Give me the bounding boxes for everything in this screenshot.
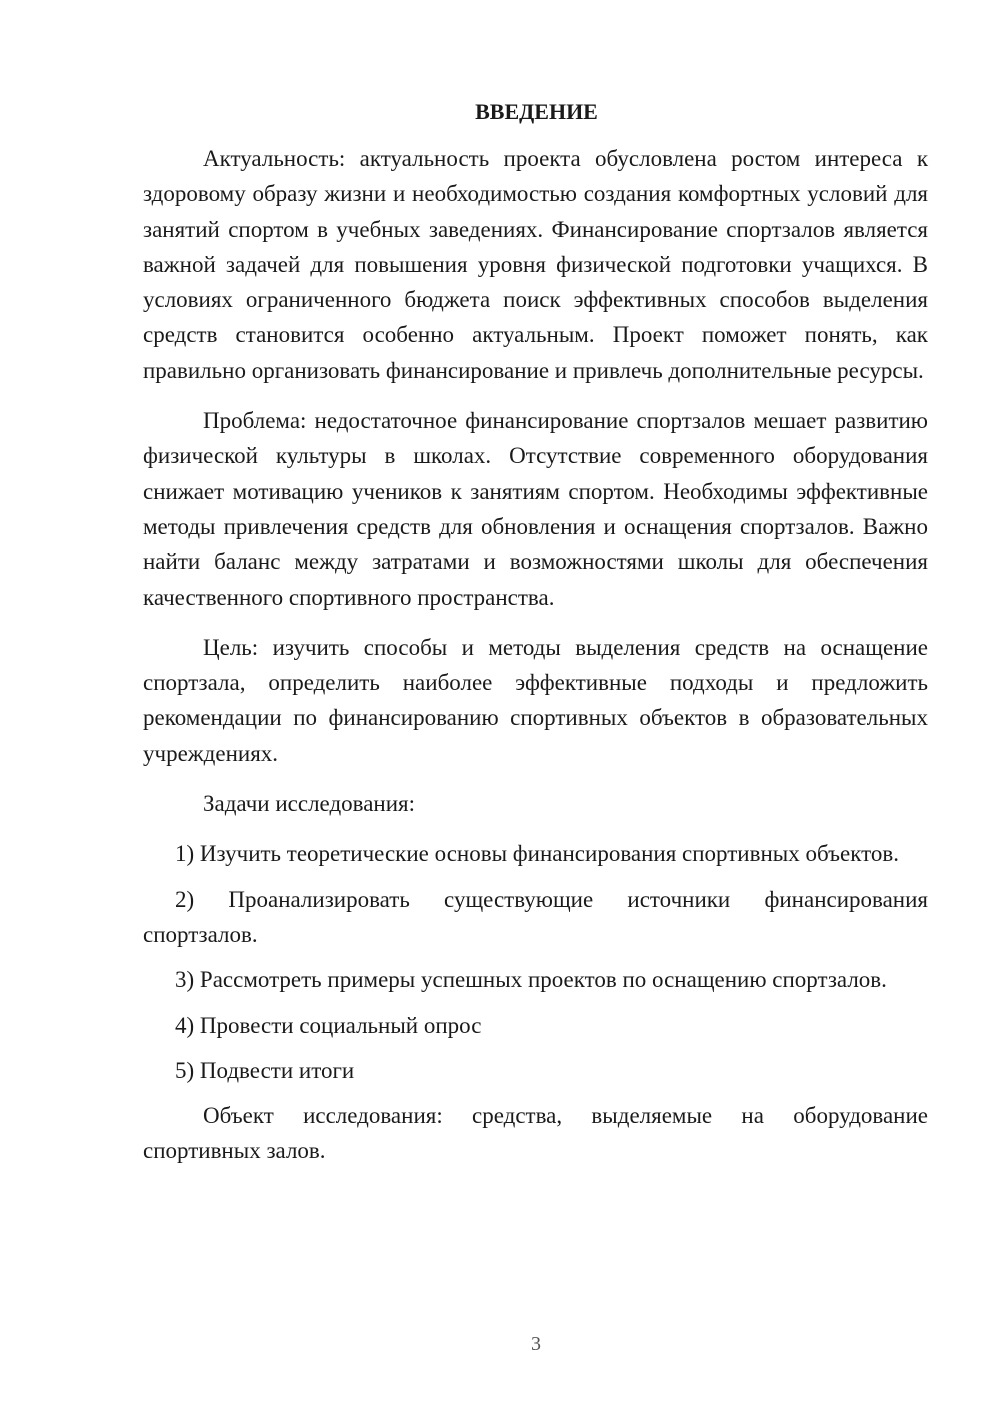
goal-paragraph: Цель: изучить способы и методы выделения средств на оснащение спортзала, определить наиболее эффективные подходы и предложить рекомендации по финансированию спортивных объектов в образовательных учреждениях. (143, 634, 928, 766)
problem-paragraph: Проблема: недостаточное финансирование спортзалов мешает развитию физической культуры в школах. Отсутствие современного оборудования снижает мотивацию учеников к занятиям спортом. Необходимы эффективные методы привлечения средств для обновления и оснащения спортзалов. Важно найти баланс между затратами и возможностями школы для обеспечения качественного спортивного пространства. (143, 408, 928, 610)
document-body (143, 94, 928, 1169)
tasks-list (143, 836, 928, 1088)
object-paragraph: Объект исследования: средства, выделяемые на оборудование спортивных залов. (143, 1103, 928, 1164)
task-item: 5) Подвести итоги (175, 1057, 355, 1083)
tasks-label: Задачи исследования: (203, 791, 416, 817)
section-title: ВВЕДЕНИЕ (475, 99, 598, 124)
task-item: 3) Рассмотреть примеры успешных проектов по оснащению спортзалов. (175, 967, 887, 993)
task-item: 1) Изучить теоретические основы финансирования спортивных объектов. (175, 841, 899, 867)
task-item: 4) Провести социальный опрос (175, 1012, 482, 1038)
page-number: 3 (531, 1333, 541, 1355)
relevance-paragraph: Актуальность: актуальность проекта обусловлена ростом интереса к здоровому образу жизни и необходимостью создания комфортных условий для занятий спортом в учебных заведениях. Финансирование спортзалов является важной задачей для повышения уровня физической подготовки учащихся. В условиях ограниченного бюджета поиск эффективных способов выделения средств становится особенно актуальным. Проект поможет понять, как правильно организовать финансирование и привлечь дополнительные ресурсы. (143, 146, 928, 383)
task-item: 2) Проанализировать существующие источники финансирования спортзалов. (143, 886, 928, 947)
